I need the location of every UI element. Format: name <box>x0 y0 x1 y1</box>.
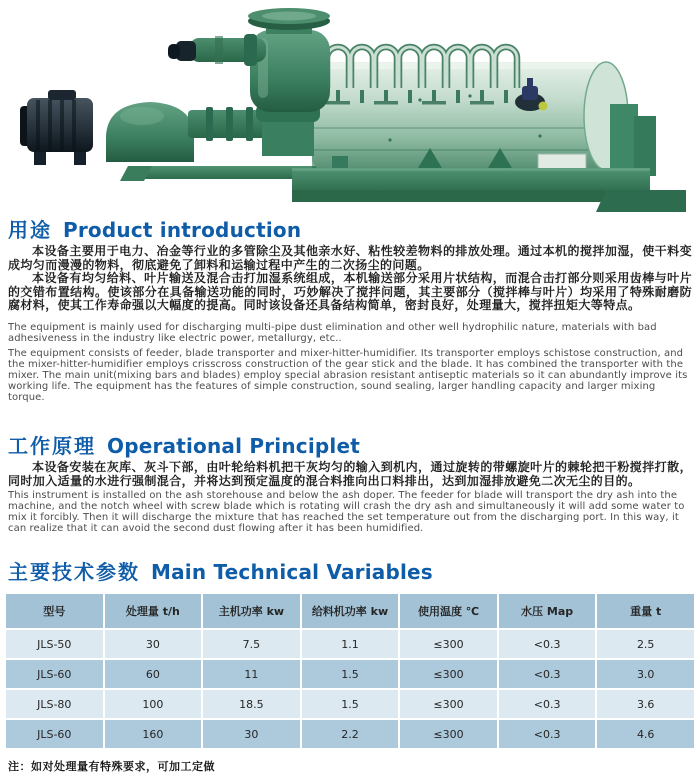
section-title-intro-zh: 用途 <box>8 218 52 242</box>
section-title-principle <box>8 434 692 459</box>
table-header-cell: 使用温度 ℃ <box>399 593 498 629</box>
intro-paragraph-en-1: The equipment is mainly used for discharging multi-pipe dust elimination and other well hydrophilic nature, materials with bad adhesiveness in the industry like electric power, metallurgy, etc.. <box>8 322 657 344</box>
table-row <box>5 689 695 719</box>
principle-paragraph-en: This instrument is installed on the ash storehouse and below the ash doper. The feeder for blade will transport the dry ash into the machine, and the notch wheel with screw blade which is rotating will crash the dry ash and simultaneously it will add some water to mix it forcibly. Then it will discharge the mixture that has reached the set temperature out from the discharging port. In this way, it can realize that it can avoid the second dust flowing after it has been humidified. <box>8 490 685 534</box>
table-cell: <0.3 <box>498 659 597 689</box>
table-note: 注：如对处理量有特殊要求，可加工定做 <box>8 760 215 773</box>
section-title-intro <box>8 218 692 243</box>
intro-paragraph-zh-1: 本设备主要用于电力、冶金等行业的多管除尘及其他亲水好、粘性较差物料的排放处理。通过本机的搅拌加湿，使干料变成均匀而漫漫的物料，彻底避免了卸料和运输过程中产生的二次扬尘的问题。 <box>8 244 692 272</box>
table-cell: 7.5 <box>202 629 301 659</box>
section-title-specs-en: Main Technical Variables <box>151 560 433 584</box>
section-title-principle-zh: 工作原理 <box>8 434 96 458</box>
table-row <box>5 719 695 749</box>
table-cell: 1.5 <box>301 659 400 689</box>
end-support <box>610 104 656 176</box>
table-cell: 3.0 <box>596 659 695 689</box>
product-photo <box>0 0 700 215</box>
section-title-principle-en: Operational Principlet <box>107 434 360 458</box>
table-cell: JLS-80 <box>5 689 104 719</box>
table-cell: <0.3 <box>498 629 597 659</box>
table-header-cell: 处理量 t/h <box>104 593 203 629</box>
table-cell: 4.6 <box>596 719 695 749</box>
specs-table <box>4 592 696 750</box>
table-header-cell: 给料机功率 kw <box>301 593 400 629</box>
table-cell: 18.5 <box>202 689 301 719</box>
table-cell: ≤300 <box>399 719 498 749</box>
table-cell: 2.2 <box>301 719 400 749</box>
table-cell: ≤300 <box>399 689 498 719</box>
section-title-specs <box>8 560 692 585</box>
table-header-cell: 主机功率 kw <box>202 593 301 629</box>
table-cell: <0.3 <box>498 689 597 719</box>
table-cell: JLS-60 <box>5 719 104 749</box>
motor <box>20 90 93 165</box>
table-cell: 2.5 <box>596 629 695 659</box>
section-title-specs-zh: 主要技术参数 <box>8 560 140 584</box>
machine-illustration <box>0 0 700 215</box>
table-row <box>5 659 695 689</box>
intro-paragraph-zh-2: 本设备有均匀给料、叶片输送及混合击打加湿系统组成，本机输送部分采用片状结构，而混合击打部分则采用齿棒与叶片的交错布置结构。使该部分在具备输送功能的同时，巧妙解决了搅拌问题，其主要部分（搅拌棒与叶片）均采用了特殊耐磨防腐材料，使其工作寿命强以大幅度的提高。同时该设备还具备结构简单，密封良好，处理量大，搅拌扭矩大等特点。 <box>8 271 692 312</box>
table-cell: 100 <box>104 689 203 719</box>
table-cell: 30 <box>202 719 301 749</box>
section-title-intro-en: Product introduction <box>63 218 302 242</box>
table-cell: 3.6 <box>596 689 695 719</box>
table-header-cell: 重量 t <box>596 593 695 629</box>
table-cell: 60 <box>104 659 203 689</box>
table-cell: JLS-60 <box>5 659 104 689</box>
table-cell: 1.1 <box>301 629 400 659</box>
table-cell: 30 <box>104 629 203 659</box>
specs-table-header-row <box>5 593 695 629</box>
table-cell: ≤300 <box>399 629 498 659</box>
table-cell: 160 <box>104 719 203 749</box>
table-cell: <0.3 <box>498 719 597 749</box>
table-cell: ≤300 <box>399 659 498 689</box>
principle-paragraph-zh: 本设备安装在灰库、灰斗下部，由叶轮给料机把干灰均匀的输入到机内，通过旋转的带螺旋叶片的棘轮把干粉搅拌打散，同时加入适量的水进行强制混合，并将达到预定温度的混合料推向出口料排出，达到加湿排放避免二次无尘的目的。 <box>8 460 692 488</box>
table-row <box>5 629 695 659</box>
table-header-cell: 型号 <box>5 593 104 629</box>
table-header-cell: 水压 Map <box>498 593 597 629</box>
table-cell: 11 <box>202 659 301 689</box>
table-cell: 1.5 <box>301 689 400 719</box>
table-cell: JLS-50 <box>5 629 104 659</box>
intro-paragraph-en-2: The equipment consists of feeder, blade transporter and mixer-hitter-humidifier. Its transporter employs schistose construction, and the mixer-hitter-humidifier employs crisscross construction of the gear stick and the blade. It has combined the transporter with the mixer. The main unit(mixing bars and blades) employ special abrasion resistant antiseptic materials so it can abundantly improve its working life. The equipment has the features of simple construction, sound sealing, larger handling capacity and larger mixing torque. <box>8 348 688 403</box>
